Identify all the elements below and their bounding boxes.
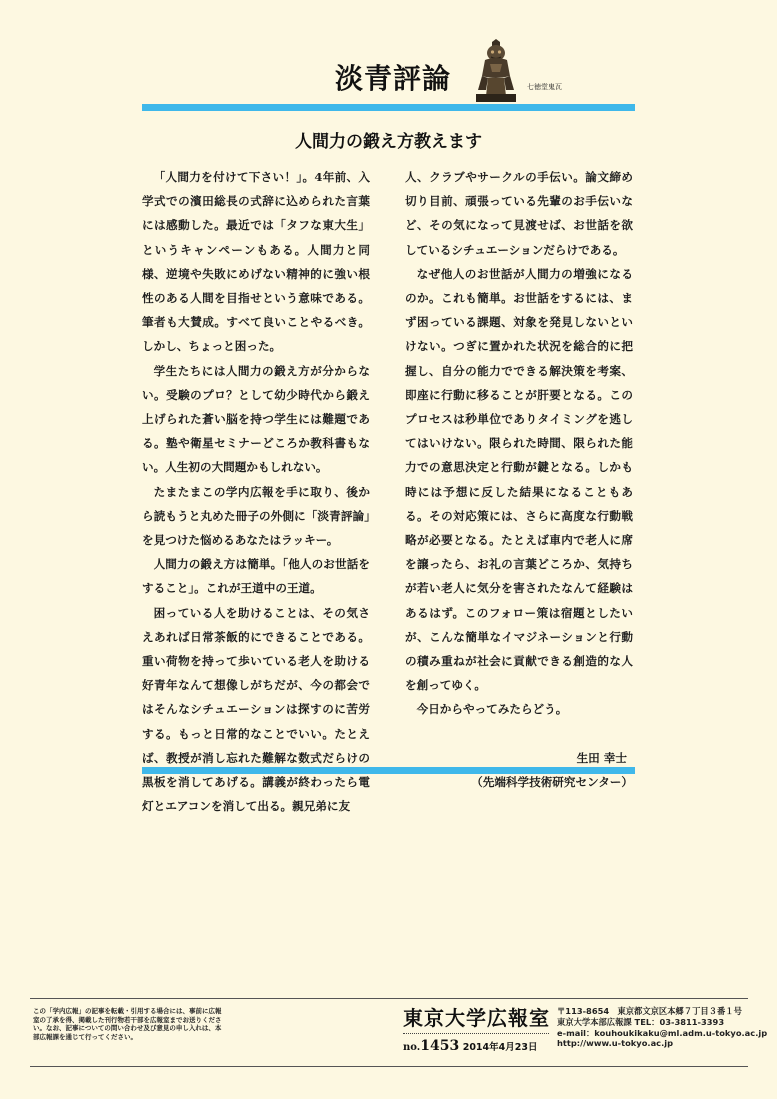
- author-affiliation: （先端科学技術研究センター）: [471, 774, 633, 789]
- column-title: 淡青評論: [335, 62, 452, 95]
- office-name: 東京大学広報室: [403, 1006, 550, 1030]
- paragraph: 人間力の鍛え方は簡単。「他人のお世話をすること」。これが王道中の王道。: [142, 557, 370, 596]
- author-name: 生田 幸士: [576, 750, 627, 765]
- paragraph: 学生たちには人間力の鍛え方が分からない。受験のプロ？として幼少時代から鍛え上げられた蒼い脳を持つ学生には難題である。塾や衛星セミナーどころか教科書もない。人生初の大問題かもしれない。: [142, 363, 370, 475]
- department-tel: 東京大学本部広報課 TEL：03-3811-3393: [557, 1016, 725, 1027]
- footer-divider: [30, 998, 748, 999]
- office-name-rule: [403, 1033, 549, 1034]
- paragraph: 困っている人を助けることは、その気さえあれば日常茶飯的にできることである。重い荷物を持って歩いている老人を助ける好青年なんて想像しがちだが、今の都会ではそんなシチュエーションは探すのに苦労する。もっと日常的なことでいい。たとえば、教授が消し忘れた難解な数式だらけの黒板を消してあげる。講義が終わったら電灯とエアコンを消して出る。親兄弟に友: [142, 605, 370, 814]
- article-column-left: [142, 165, 370, 818]
- statue-caption: 七徳堂鬼瓦: [527, 83, 562, 91]
- issue-info: [403, 1039, 537, 1055]
- top-accent-bar: [142, 104, 635, 111]
- address: 〒113-8654 東京都文京区本郷７丁目３番１号: [557, 1006, 742, 1016]
- issue-number: 1453: [420, 1038, 460, 1054]
- paragraph: 今日からやってみたらどう。: [416, 702, 568, 717]
- issue-date: 2014年4月23日: [462, 1042, 538, 1053]
- email-link[interactable]: e-mail：kouhoukikaku@ml.adm.u-tokyo.ac.jp: [557, 1027, 768, 1038]
- paragraph: 「人間力を付けて下さい！」。4年前、入学式での濱田総長の式辞に込められた言葉には感動した。最近では「タフな東大生」というキャンペーンもある。人間力と同様、逆境や失敗にめげない精神的に強い根性のある人間を目指せという意味である。筆者も大賛成。すべて良いことやるべき。しかし、ちょっと困った。: [142, 170, 370, 354]
- issue-prefix: no.: [403, 1042, 421, 1053]
- paragraph: 人、クラブやサークルの手伝い。論文締め切り目前、頑張っている先輩のお手伝いなど、その気になって見渡せば、お世話を欲しているシチュエーションだらけである。: [405, 170, 633, 257]
- article-title: 人間力の鍛え方教えます: [295, 132, 482, 152]
- footer-divider-bottom: [30, 1066, 748, 1067]
- paragraph: なぜ他人のお世話が人間力の増強になるのか。これも簡単。お世話をするには、まず困っている課題、対象を発見しないといけない。つぎに置かれた状況を総合的に把握し、自分の能力でできる解決策を考案、即座に行動に移ることが肝要となる。このプロセスは秒単位でありタイミングを逃してはいけない。限られた時間、限られた能力での意思決定と行動が鍵となる。しかも時には予想に反した結果になることもある。その対応策には、さらに高度な行動戦略が必要となる。たとえば車内で老人に席を譲ったら、お礼の言葉どころか、気持ちが若い老人に気分を害されたなんて経験はあるはず。このフォロー策は宿題としたいが、こんな簡単なイマジネーションと行動の積み重ねが社会に貢献できる創造的な人を創ってゆく。: [405, 266, 633, 693]
- website-link[interactable]: http://www.u-tokyo.ac.jp: [557, 1038, 674, 1049]
- paragraph: たまたまこの学内広報を手に取り、後から読もうと丸めた冊子の外側に「淡青評論」を見つけた悩めるあなたはラッキー。: [142, 484, 370, 548]
- contact-info: [557, 1006, 767, 1049]
- article-column-right: [405, 165, 633, 794]
- reprint-notice: この「学内広報」の記事を転載・引用する場合には、事前に広報室の了承を得、掲載した刊行物若干部を広報室までお送りください。なお、記事についての問い合わせ及び意見の申し入れは、本部広報課を通じて行ってください。: [33, 1007, 222, 1041]
- bottom-accent-bar: [142, 767, 635, 774]
- onigawara-statue-icon: [472, 38, 520, 104]
